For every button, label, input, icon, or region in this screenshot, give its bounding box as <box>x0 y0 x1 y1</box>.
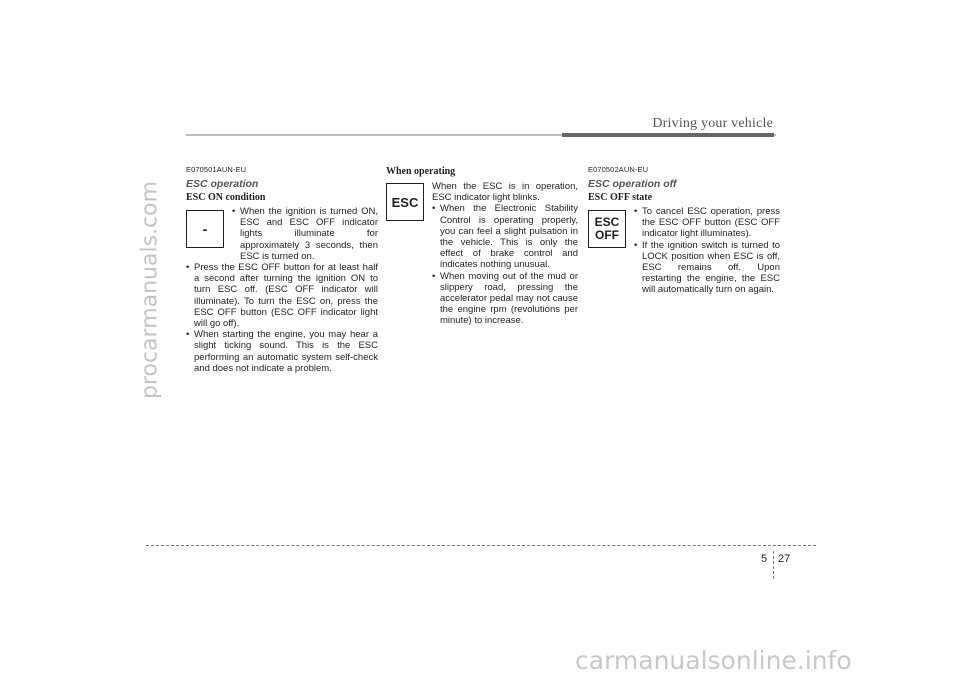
esc-off-indicator-icon <box>588 210 626 248</box>
section-title: ESC operation <box>186 178 259 190</box>
section-title: ESC operation off <box>588 178 677 190</box>
section-code: E070501AUN-EU <box>186 165 247 174</box>
column-when-operating <box>386 165 578 327</box>
list-item: • When moving out of the mud or slippery road, pressing the accelerator pedal may not cause the engine rpm (revolutions per minute) to increase. <box>432 271 578 327</box>
list-item: • When the Electronic Stability Control is operating properly, you can feel a slight pulsation in the vehicle. This is only the effect of brake control and indicates nothing unusual. <box>432 203 578 270</box>
intro-text: When the ESC is in operation, ESC indicator light blinks. <box>432 181 578 204</box>
list-item: • When starting the engine, you may hear a slight ticking sound. This is the ESC performing an automatic system self-check and does not indicate a problem. <box>186 329 378 374</box>
subheading: ESC OFF state <box>588 192 653 203</box>
bullet-list <box>634 206 780 296</box>
column-esc-operation-off <box>588 165 780 296</box>
icon-glyph <box>595 216 620 242</box>
column-esc-operation <box>186 165 378 374</box>
esc-indicator-icon <box>386 183 424 221</box>
page-number-separator <box>773 551 774 579</box>
subheading: ESC ON condition <box>186 192 266 203</box>
subheading: When operating <box>386 166 456 177</box>
list-item: • If the ignition switch is turned to LOCK position when ESC is off, ESC remains off. Upon restarting the engine, the ESC will automatically turn on again. <box>634 240 780 296</box>
icon-line-1: ESC <box>594 215 620 229</box>
page-header-title: Driving your vehicle <box>652 116 773 131</box>
icon-glyph: ESC <box>391 194 419 210</box>
page-number-value: 27 <box>778 553 791 565</box>
bullet-list <box>194 206 378 374</box>
icon-line-2: OFF <box>595 228 619 242</box>
bottom-watermark: carmanualsonline.info <box>575 646 852 675</box>
list-item: • When the ignition is turned ON, ESC and ESC OFF indicator lights illuminate for approximately 3 seconds, then ESC is turned on. <box>232 206 378 262</box>
header-rule-accent <box>562 133 774 137</box>
section-code: E070502AUN-EU <box>588 165 649 174</box>
icon-glyph: - <box>202 221 208 237</box>
side-watermark-text: procarmanuals.com <box>137 180 163 400</box>
list-item: • To cancel ESC operation, press the ESC OFF button (ESC OFF indicator light illuminates). <box>634 206 780 240</box>
bullet-list <box>432 203 578 326</box>
list-item: • Press the ESC OFF button for at least half a second after turning the ignition ON to turn ESC off. (ESC OFF indicator will illuminate). To turn the ESC on, press the ESC OFF button (ESC OFF indicator light will go off). <box>186 262 378 329</box>
chapter-number: 5 <box>761 553 768 565</box>
esc-on-indicator-icon <box>186 210 224 248</box>
footer-rule <box>146 545 816 546</box>
